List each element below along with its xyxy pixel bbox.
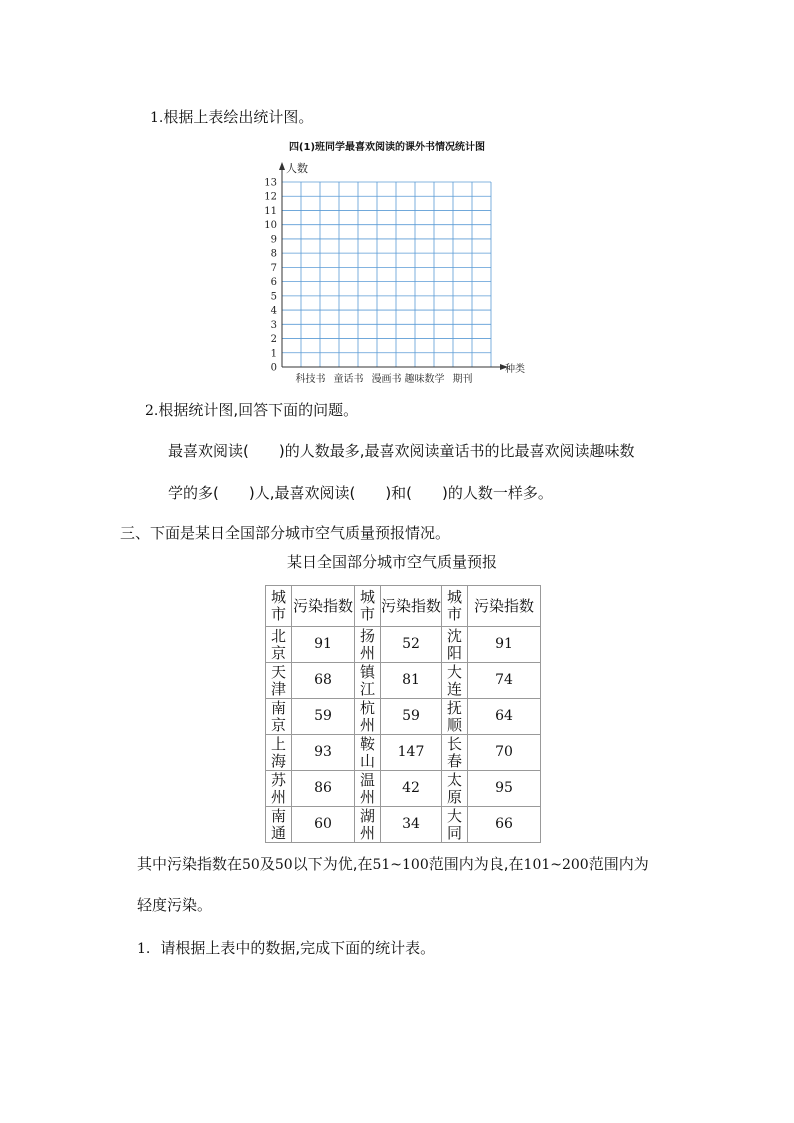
note-text: 范围内为 [588,855,649,873]
note-text: 及 [259,855,275,873]
question-text: 根据上表绘出统计图。 [163,108,314,126]
index-cell: 74 [468,663,541,699]
y-axis-arrow [279,162,285,170]
header-cell: 城市 [266,586,292,627]
note-number: 50 [242,857,260,873]
city-cell: 杭州 [355,699,381,735]
x-tick-label: 童话书 [333,374,364,385]
chart-title: 四(1)班同学最喜欢阅读的课外书情况统计图 [288,142,486,153]
index-cell: 147 [381,735,442,771]
header-cell: 污染指数 [468,586,541,627]
table-row [266,699,541,735]
index-cell: 64 [468,699,541,735]
table-header-row [266,586,541,627]
y-tick-label: 4 [270,305,277,317]
note-number: 101~200 [523,857,589,873]
city-cell: 扬州 [355,627,381,663]
x-tick-label: 期刊 [452,374,473,385]
note-text: 其中污染指数在 [137,855,243,873]
y-tick-label: 9 [270,234,277,246]
y-tick-label: 0 [270,362,277,374]
index-cell: 95 [468,771,541,807]
index-cell: 52 [381,627,442,663]
city-cell: 太原 [442,771,468,807]
city-cell: 湖州 [355,807,381,843]
city-cell: 温州 [355,771,381,807]
y-tick-label: 12 [264,191,277,203]
y-tick-label: 3 [270,319,277,331]
index-cell: 59 [381,699,442,735]
city-cell: 鞍山 [355,735,381,771]
table-row [266,807,541,843]
city-cell: 北京 [266,627,292,663]
fill-blank-line-1: 最喜欢阅读( )的人数最多,最喜欢阅读童话书的比最喜欢阅读趣味数 [168,442,635,460]
index-cell: 34 [381,807,442,843]
note-text: 以下为优,在 [292,855,373,873]
header-cell: 污染指数 [292,586,355,627]
header-cell: 污染指数 [381,586,442,627]
y-tick-label: 5 [270,291,277,303]
table-title: 某日全国部分城市空气质量预报 [287,553,498,571]
index-cell: 59 [292,699,355,735]
index-cell: 70 [468,735,541,771]
question-text: 根据统计图,回答下面的问题。 [158,401,359,419]
x-tick-label: 漫画书 [371,374,402,385]
city-cell: 天津 [266,663,292,699]
bar-chart-grid [0,0,794,400]
question-number: 1. [137,941,151,957]
fill-blank-line-2: 学的多( )人,最喜欢阅读( )和( )的人数一样多。 [168,484,553,502]
y-tick-label: 2 [270,334,277,346]
y-tick-label: 13 [264,177,277,189]
y-tick-label: 8 [270,248,277,260]
y-tick-label: 1 [270,348,277,360]
city-cell: 长春 [442,735,468,771]
air-quality-table [265,585,541,843]
question-number: 2. [145,403,159,419]
city-cell: 抚顺 [442,699,468,735]
x-tick-label: 科技书 [295,374,326,385]
index-cell: 66 [468,807,541,843]
city-cell: 沈阳 [442,627,468,663]
question-text: 请根据上表中的数据,完成下面的统计表。 [160,939,436,957]
note-paragraph [137,853,649,874]
index-cell: 91 [292,627,355,663]
y-tick-label: 6 [270,277,277,289]
y-tick-label: 11 [264,205,277,217]
index-cell: 91 [468,627,541,663]
section-heading: 三、下面是某日全国部分城市空气质量预报情况。 [120,524,451,542]
note-line-2: 轻度污染。 [137,896,213,914]
table-row [266,663,541,699]
header-cell: 城市 [355,586,381,627]
city-cell: 南京 [266,699,292,735]
y-axis-label: 人数 [286,162,308,175]
city-cell: 上海 [266,735,292,771]
city-cell: 苏州 [266,771,292,807]
city-cell: 南通 [266,807,292,843]
y-tick-label: 10 [264,220,277,232]
y-tick-label: 7 [270,262,277,274]
index-cell: 86 [292,771,355,807]
question-3 [137,937,435,958]
table-row [266,771,541,807]
index-cell: 93 [292,735,355,771]
index-cell: 60 [292,807,355,843]
index-cell: 68 [292,663,355,699]
question-2 [145,399,358,420]
x-axis-label: 种类 [505,364,525,375]
city-cell: 大同 [442,807,468,843]
note-text: 范围内为良,在 [428,855,524,873]
note-number: 51~100 [372,857,429,873]
table-row [266,627,541,663]
city-cell: 镇江 [355,663,381,699]
city-cell: 大连 [442,663,468,699]
note-number: 50 [274,857,293,873]
question-number: 1. [150,110,164,126]
index-cell: 81 [381,663,442,699]
header-cell: 城市 [442,586,468,627]
table-row [266,735,541,771]
index-cell: 42 [381,771,442,807]
x-tick-label: 趣味数学 [404,374,445,385]
